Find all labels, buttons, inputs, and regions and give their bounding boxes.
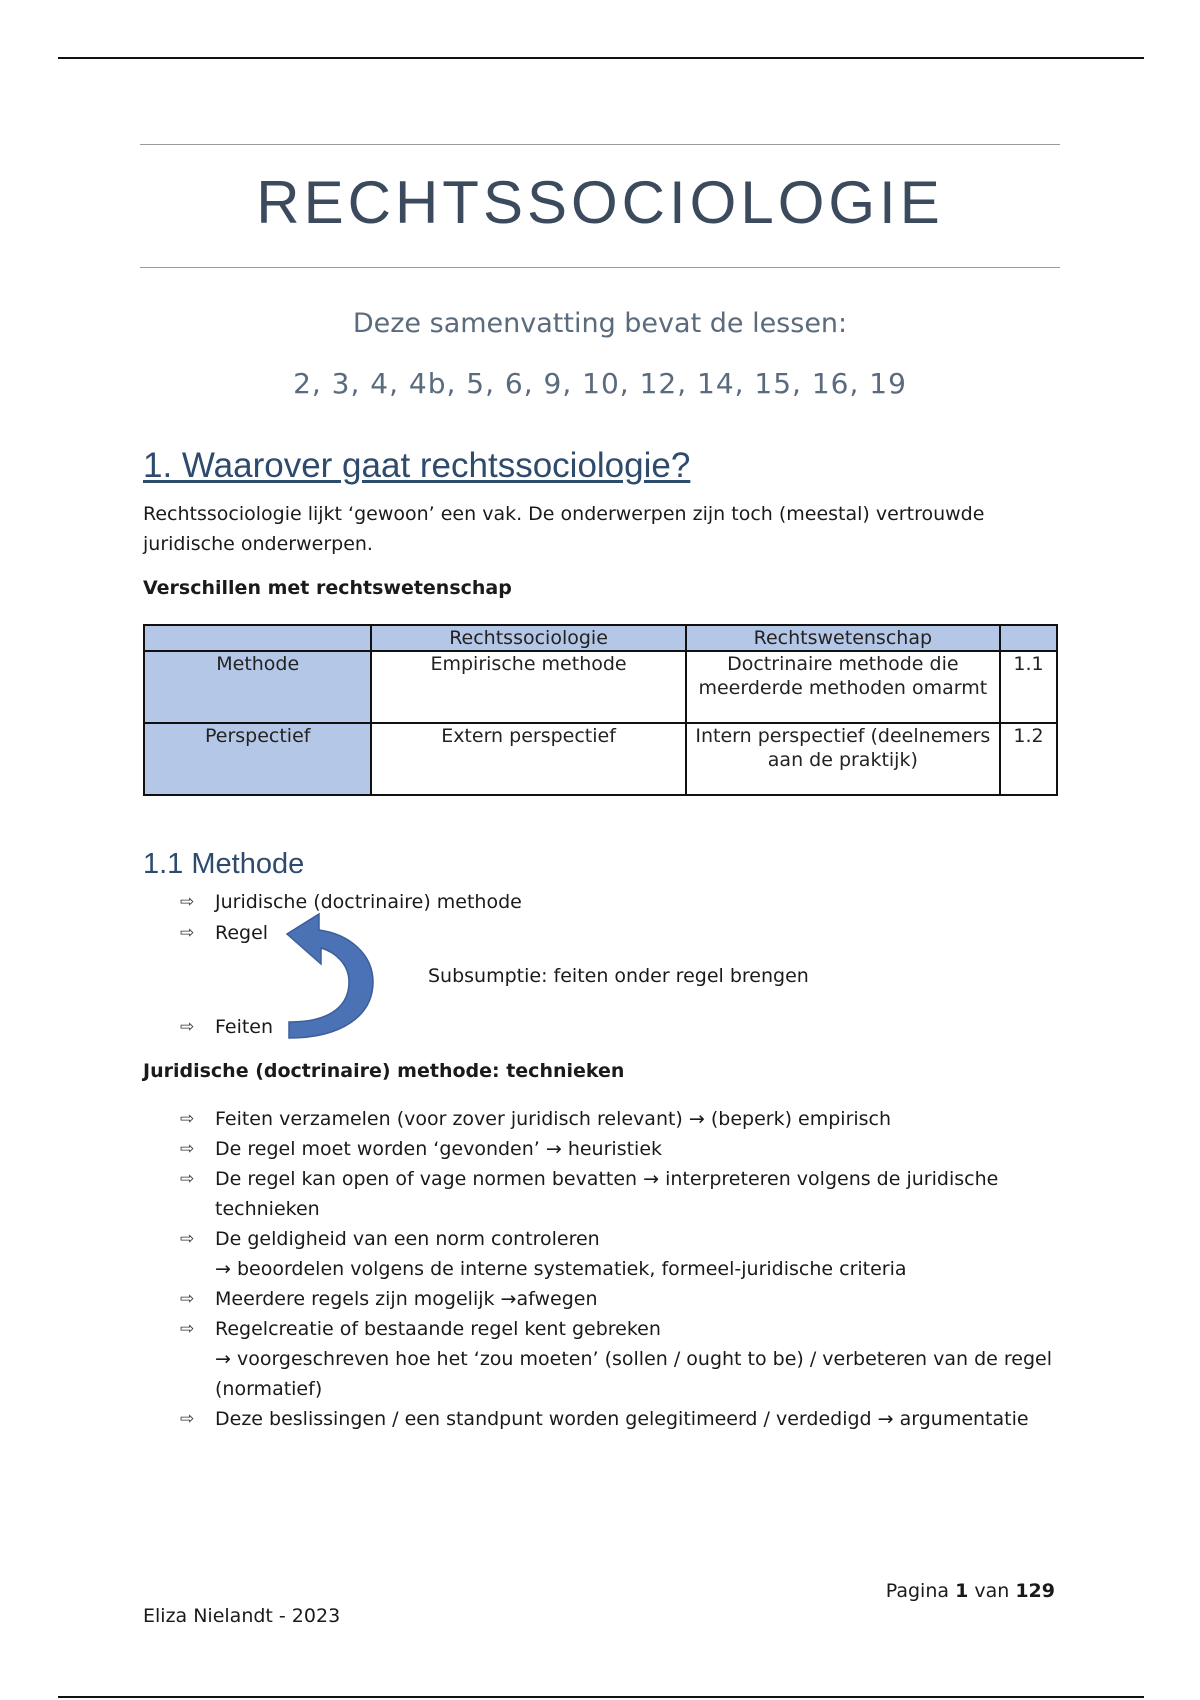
list-item-text: Deze beslissingen / een standpunt worden gelegitimeerd / verdedigd → argumentatie [215, 1408, 1029, 1430]
table-cell: Empirische methode [371, 651, 685, 723]
title-top-rule [140, 144, 1060, 145]
table-row [144, 651, 1057, 723]
arrow-bullet-icon: ⇨ [180, 1169, 195, 1189]
page-total: 129 [1015, 1580, 1055, 1602]
table-ref-cell: 1.2 [1000, 723, 1057, 795]
differences-heading: Verschillen met rechtswetenschap [143, 577, 512, 599]
page-of: van [974, 1580, 1010, 1602]
arrow-bullet-icon: ⇨ [180, 1409, 195, 1429]
list-item [180, 1314, 1060, 1404]
page-label: Pagina [885, 1580, 950, 1602]
arrow-bullet-icon: ⇨ [180, 1139, 195, 1159]
table-cell: Intern perspectief (deelnemers aan de praktijk) [686, 723, 1000, 795]
list-item-text: Regel [215, 922, 269, 944]
list-item [180, 1134, 1060, 1164]
arrow-bullet-icon: ⇨ [180, 892, 195, 912]
list-item [180, 1164, 1060, 1224]
arrow-bullet-icon: ⇨ [180, 1017, 195, 1037]
subsumptie-caption: Subsumptie: feiten onder regel brengen [428, 965, 809, 987]
list-item-text: De regel kan open of vage normen bevatten → interpreteren volgens de juridische technieken [215, 1168, 999, 1220]
title-bottom-rule [140, 267, 1060, 268]
section-1-1-heading: 1.1 Methode [143, 848, 305, 880]
list-item [180, 1404, 1060, 1434]
document-subtitle: Deze samenvatting bevat de lessen: [352, 308, 848, 339]
table-header-cell: Rechtssociologie [371, 625, 685, 651]
table-ref-cell: 1.1 [1000, 651, 1057, 723]
table-row-label: Perspectief [144, 723, 371, 795]
arrow-bullet-icon: ⇨ [180, 1229, 195, 1249]
page-top-rule [58, 57, 1144, 59]
list-item-text: Regelcreatie of bestaande regel kent gebreken → voorgeschreven hoe het ‘zou moeten’ (sollen / ought to be) / verbeteren van de regel (normatief) [215, 1318, 1052, 1400]
list-item-text: De regel moet worden ‘gevonden’ → heuristiek [215, 1138, 663, 1160]
document-title: RECHTSSOCIOLOGIE [256, 169, 944, 236]
list-item-text: Feiten [215, 1016, 274, 1038]
curved-arrow-icon [285, 912, 385, 1042]
footer-author: Eliza Nielandt - 2023 [143, 1605, 341, 1627]
list-item [180, 1224, 1060, 1284]
table-header-cell [1000, 625, 1057, 651]
list-item-text: Feiten verzamelen (voor zover juridisch relevant) → (beperk) empirisch [215, 1108, 892, 1130]
arrow-bullet-icon: ⇨ [180, 1109, 195, 1129]
arrow-bullet-icon: ⇨ [180, 1289, 195, 1309]
list-item-text: Juridische (doctrinaire) methode [215, 891, 522, 913]
techniques-list [180, 1104, 1060, 1434]
table-cell: Doctrinaire methode die meerderde methoden omarmt [686, 651, 1000, 723]
list-item [180, 1284, 1060, 1314]
lessons-list: 2, 3, 4, 4b, 5, 6, 9, 10, 12, 14, 15, 16, 19 [293, 367, 907, 400]
arrow-bullet-icon: ⇨ [180, 1319, 195, 1339]
arrow-bullet-icon: ⇨ [180, 923, 195, 943]
section-1-intro: Rechtssociologie lijkt ‘gewoon’ een vak. De onderwerpen zijn toch (meestal) vertrouwde juridische onderwerpen. [143, 503, 985, 555]
techniques-heading: Juridische (doctrinaire) methode: technieken [143, 1060, 625, 1082]
table-header-row [144, 625, 1057, 651]
section-1-heading: 1. Waarover gaat rechtssociologie? [143, 446, 691, 485]
page-bottom-rule [58, 1696, 1144, 1698]
table-row [144, 723, 1057, 795]
page-number [886, 1580, 1055, 1602]
comparison-table [143, 624, 1058, 796]
table-header-cell: Rechtswetenschap [686, 625, 1000, 651]
list-item [180, 1012, 273, 1042]
table-cell: Extern perspectief [371, 723, 685, 795]
list-item [180, 1104, 1060, 1134]
table-row-label: Methode [144, 651, 371, 723]
list-item-text: De geldigheid van een norm controleren → beoordelen volgens de interne systematiek, formeel-juridische criteria [215, 1228, 907, 1280]
list-item [180, 918, 268, 948]
list-item-text: Meerdere regels zijn mogelijk →afwegen [215, 1288, 598, 1310]
table-header-cell [144, 625, 371, 651]
page-current: 1 [955, 1580, 969, 1602]
